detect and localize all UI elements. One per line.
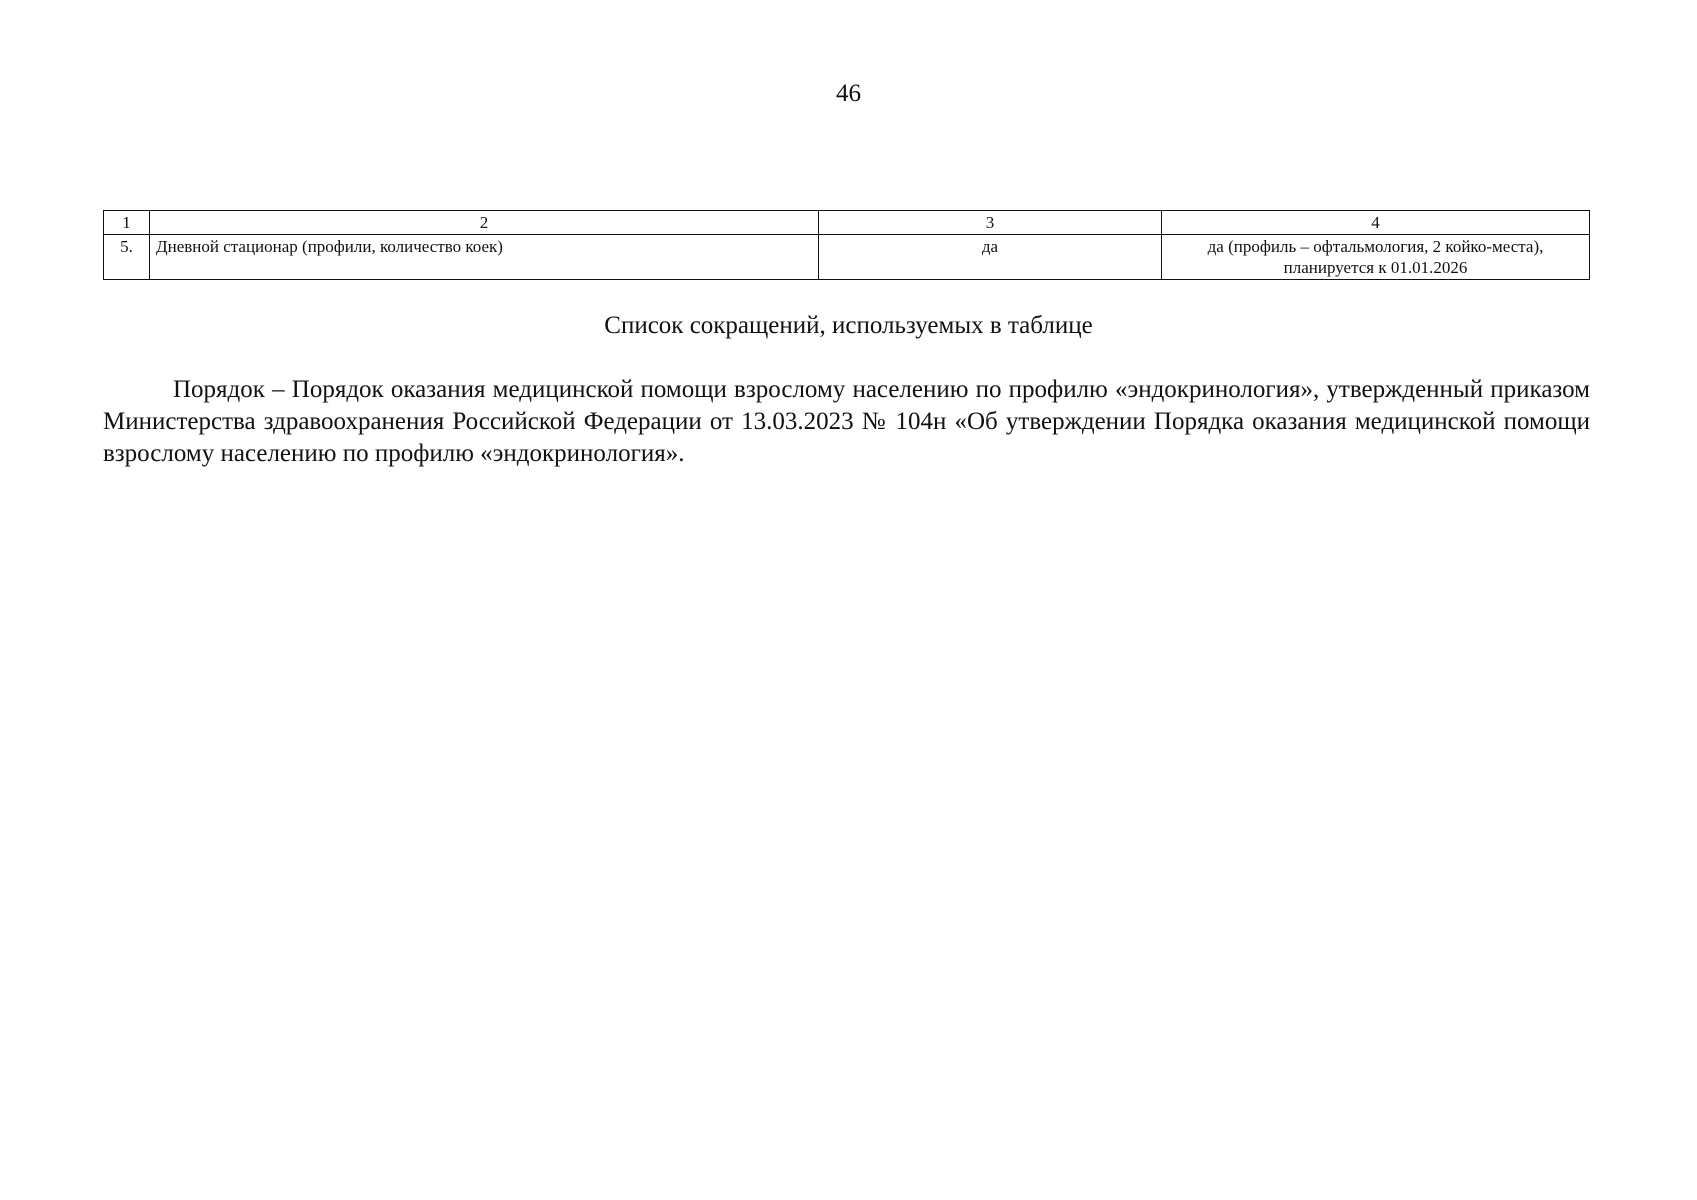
- row-number-cell: 5.: [104, 235, 150, 280]
- abbreviations-title: Список сокращений, используемых в таблице: [604, 312, 1093, 339]
- header-cell-3: 3: [819, 211, 1162, 235]
- row-col3-cell: да: [819, 235, 1162, 280]
- header-cell-2: 2: [150, 211, 819, 235]
- abbreviations-text: Порядок – Порядок оказания медицинской помощи взрослому населению по профилю «эндокринология», утвержденный приказом Министерства здравоохранения Российской Федерации от 13.03.2023 № 104н «Об утверждении Порядка оказания медицинской помощи взрослому населению по профилю «эндокринология».: [103, 376, 1590, 467]
- table-row: [104, 235, 1590, 280]
- header-cell-1: 1: [104, 211, 150, 235]
- page-number: 46: [836, 80, 861, 107]
- row-col4-cell: да (профиль – офтальмология, 2 койко-места), планируется к 01.01.2026: [1162, 235, 1590, 280]
- header-cell-4: 4: [1162, 211, 1590, 235]
- table-header-row: [104, 211, 1590, 235]
- services-table-container: [103, 210, 1590, 280]
- services-table: [103, 210, 1590, 280]
- row-name-cell: Дневной стационар (профили, количество коек): [150, 235, 819, 280]
